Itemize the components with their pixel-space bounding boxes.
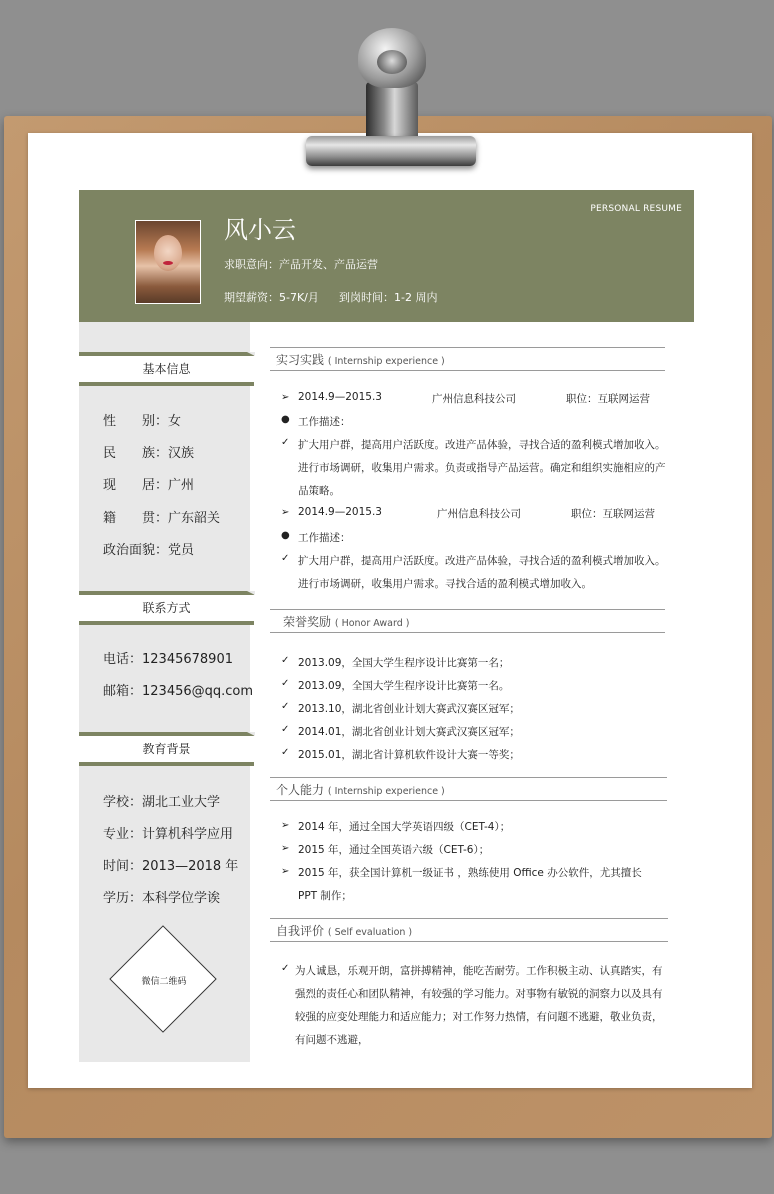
honor-title-en: ( Honor Award ): [334, 618, 410, 629]
ability-title-cn: 个人能力: [276, 783, 325, 797]
resume-header: [79, 190, 694, 322]
self-eval-title-cn: 自我评价: [276, 924, 325, 938]
hometown-field: 籍 贯：广东韶关: [103, 511, 221, 526]
ability-item-continued: PPT 制作；: [298, 890, 352, 902]
major-field: 专业：计算机科学应用: [103, 827, 234, 842]
arrow-bullet-icon: ➢: [281, 843, 290, 854]
ability-item: 2015 年，获全国计算机一级证书 ，熟练使用 Office 办公软件，尤其擅长: [298, 867, 642, 879]
job-1-position: 职位：互联网运营: [566, 393, 650, 405]
arrow-bullet-icon: ➢: [281, 392, 290, 403]
self-eval-line: 强烈的责任心和团队精神，有较强的学习能力。对事物有敏锐的洞察力以及具有: [295, 988, 663, 1000]
self-eval-title-en: ( Self evaluation ): [327, 927, 413, 938]
internship-section-title: [270, 347, 665, 371]
sidebar: [79, 322, 254, 1062]
expected-salary: 期望薪资：5-7K/月: [224, 291, 319, 304]
qr-code-label: 微信二维码: [141, 977, 187, 987]
check-bullet-icon: ✓: [281, 678, 290, 689]
arrow-bullet-icon: ➢: [281, 507, 290, 518]
arrow-bullet-icon: ➢: [281, 866, 290, 877]
contact-title: 联系方式: [79, 591, 254, 625]
basic-info-title: 基本信息: [79, 352, 254, 386]
phone-field: 电话：12345678901: [103, 652, 233, 667]
job-1-company: 广州信息科技公司: [432, 393, 516, 405]
check-bullet-icon: ✓: [281, 437, 290, 448]
job-2-desc-label: 工作描述：: [298, 532, 351, 544]
profile-photo: [135, 220, 201, 304]
clip-hole: [377, 50, 407, 74]
degree-field: 学历：本科学位学诶: [103, 891, 221, 906]
dot-bullet-icon: ●: [281, 414, 290, 425]
arrival-time: 到岗时间：1-2 周内: [339, 291, 438, 304]
check-bullet-icon: ✓: [281, 963, 290, 974]
check-bullet-icon: ✓: [281, 724, 290, 735]
honor-item: 2013.10，湖北省创业计划大赛武汉赛区冠军；: [298, 703, 520, 715]
honor-item: 2015.01，湖北省计算机软件设计大赛一等奖；: [298, 749, 520, 761]
job-1-desc-line: 品策略。: [298, 485, 340, 497]
dot-bullet-icon: ●: [281, 530, 290, 541]
arrow-bullet-icon: ➢: [281, 820, 290, 831]
residence-field: 现 居：广州: [103, 478, 195, 493]
check-bullet-icon: ✓: [281, 747, 290, 758]
honor-section-title: [270, 609, 665, 633]
honor-item: 2014.01，湖北省创业计划大赛武汉赛区冠军；: [298, 726, 520, 738]
job-1-desc-label: 工作描述：: [298, 416, 351, 428]
job-1-period: 2014.9—2015.3: [298, 391, 382, 403]
self-eval-line: 为人诚恳，乐观开朗，富拼搏精神，能吃苦耐劳。工作积极主动、认真踏实，有: [295, 965, 663, 977]
internship-title-en: ( Internship experience ): [327, 356, 445, 367]
period-field: 时间：2013—2018 年: [103, 859, 239, 874]
photo-lips: [163, 261, 173, 265]
gender-field: 性 别：女: [103, 414, 182, 429]
ability-item: 2014 年，通过全国大学英语四级（CET-4）；: [298, 821, 511, 833]
binder-clip: [306, 136, 476, 166]
honor-title-cn: 荣誉奖励: [283, 615, 332, 629]
job-2-desc-line: 扩大用户群，提高用户活跃度。改进产品体验，寻找合适的盈利模式增加收入。: [298, 555, 666, 567]
personal-resume-tag: PERSONAL RESUME: [590, 204, 682, 214]
candidate-name: 风小云: [224, 216, 296, 244]
job-1-desc-line: 扩大用户群，提高用户活跃度。改进产品体验，寻找合适的盈利模式增加收入。: [298, 439, 666, 451]
job-intent: 求职意向：产品开发、产品运营: [224, 258, 378, 271]
internship-title-cn: 实习实践: [276, 353, 325, 367]
political-status-field: 政治面貌：党员: [103, 543, 195, 558]
job-2-company: 广州信息科技公司: [437, 508, 521, 520]
check-bullet-icon: ✓: [281, 553, 290, 564]
check-bullet-icon: ✓: [281, 701, 290, 712]
check-bullet-icon: ✓: [281, 655, 290, 666]
school-field: 学校：湖北工业大学: [103, 795, 221, 810]
ability-item: 2015 年，通过全国英语六级（CET-6）；: [298, 844, 490, 856]
email-field: 邮箱：123456@qq.com: [103, 684, 254, 699]
job-2-position: 职位：互联网运营: [571, 508, 655, 520]
photo-face: [154, 235, 182, 271]
ability-title-en: ( Internship experience ): [327, 786, 445, 797]
education-title: 教育背景: [79, 732, 254, 766]
job-2-period: 2014.9—2015.3: [298, 506, 382, 518]
self-eval-line: 有问题不逃避，: [295, 1034, 369, 1046]
honor-item: 2013.09，全国大学生程序设计比赛第一名。: [298, 680, 510, 692]
ability-section-title: [270, 777, 667, 801]
self-eval-line: 较强的应变处理能力和适应能力；对工作努力热情，有问题不逃避，敬业负责，: [295, 1011, 663, 1023]
ethnicity-field: 民 族：汉族: [103, 446, 195, 461]
self-eval-section-title: [270, 918, 668, 942]
job-1-desc-line: 进行市场调研，收集用户需求。负责或指导产品运营。确定和组织实施相应的产: [298, 462, 666, 474]
clip-stem: [366, 82, 418, 138]
job-2-desc-line: 进行市场调研，收集用户需求。寻找合适的盈利模式增加收入。: [298, 578, 592, 590]
honor-item: 2013.09，全国大学生程序设计比赛第一名；: [298, 657, 510, 669]
